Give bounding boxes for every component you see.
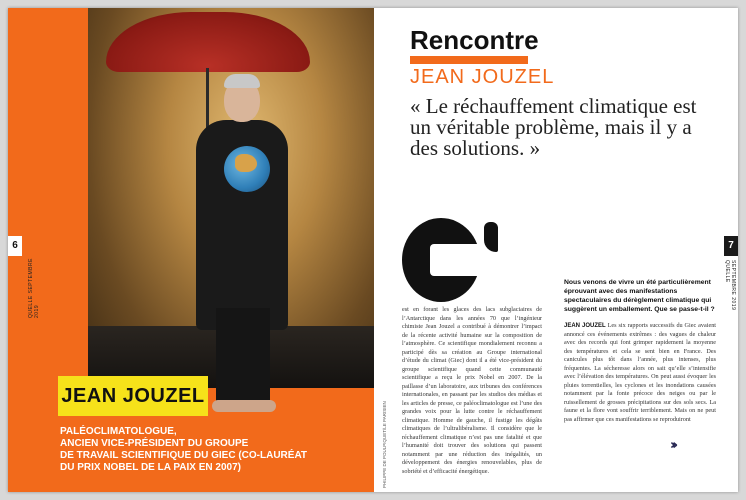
left-page	[8, 8, 374, 492]
photo-credit: PHILIPPE DE POULPIQUET/LE PARISIEN	[382, 401, 387, 488]
person-legs	[216, 308, 270, 408]
running-head-left: QUELLE SEPTEMBRE 2019	[28, 258, 40, 318]
interview-question: Nous venons de vivre un été particulièrement éprouvant avec des manifestations spectaculaires du dérèglement climatique qui suggèrent un emballement. Que se passe-t-il ?	[564, 279, 715, 313]
interviewee-name: JEAN JOUZEL	[410, 66, 555, 88]
continue-arrows-icon: ›››	[670, 438, 675, 453]
photo-caption	[60, 426, 308, 474]
page-number-right: 7	[724, 236, 738, 256]
person-feet	[212, 400, 276, 412]
running-head-right: SEPTEMBRE 2019 QUELLE	[724, 260, 736, 311]
answer-text: Les six rapports successifs du Giec avaient annoncé ces événements extrêmes : des vagues de chaleur avec des records qui font grimper rapidement la moyenne des températures et cela se sent bien en France. Des canicules plus tôt dans l’année, plus intenses, plus fréquentes. La sécheresse alors on sait qu’elle s’intensifie avec l’élévation des températures. On peut aussi évoquer les pluies torrentielles, les cyclones et les inondations causées notamment par la fonte précoce des neiges ou par le ruissellement de grosses précipitations sur des sols secs. La faune et la flore vont souffrir terriblement. Mais on ne peut pas affirmer que ces manifestations se reproduiront	[564, 322, 717, 423]
person-hair	[224, 74, 260, 88]
dropcap	[402, 218, 502, 302]
article-column-1: est en forant les glaces des lacs subglaciaires de l’Antarctique dans les années 70 que l’ingénieur chimiste Jean Jouzel a contribué à démontrer l’impact de la récente activité humaine sur la composition de l’atmosphère. Ce scientifique mondialement reconnu a participé dès sa création au Groupe international d’étude du climat (Giec) dont il a été vice-président du groupe scientifique quand cette communauté scientifique a reçu le prix Nobel en 2007. De la paillasse d’un laboratoire, aux tribunes des conférences internationales, en passant par les studios des médias et les articles de presse, ce paléoclimatologue est l’une des grandes voix pour la lutte contre le réchauffement climatique. Homme de gauche, il fustige les dégâts climatiques de l’ultralibéralisme. Il considère que le réchauffement climatique n’est pas une fatalité et que l’humanité doit trouver des solutions qui passent notamment par une réduction des inégalités, un développement des énergies renouvelables, plus de sobriété et d’efficacité énergétique.	[402, 306, 542, 475]
magazine-spread	[8, 8, 738, 492]
caption-line: PALÉOCLIMATOLOGUE,	[60, 426, 177, 437]
rubric-title: Rencontre	[410, 25, 539, 55]
article-column-2	[564, 322, 716, 424]
portrait-photo	[88, 8, 374, 388]
answer-speaker: JEAN JOUZEL	[564, 323, 606, 329]
headline-quote: « Le réchauffement climatique est un véritable problème, mais il y a des solutions. »	[410, 94, 697, 160]
caption-line: DE TRAVAIL SCIENTIFIQUE DU GIEC (CO-LAURÉAT	[60, 450, 308, 461]
right-page	[374, 8, 738, 492]
globe-land	[235, 154, 257, 172]
name-tag: JEAN JOUZEL	[58, 376, 208, 416]
dropcap-apostrophe	[484, 222, 498, 252]
caption-line: ANCIEN VICE-PRÉSIDENT DU GROUPE	[60, 438, 249, 449]
page-number-left: 6	[8, 236, 22, 256]
umbrella-image	[106, 12, 310, 72]
rubric-underline	[410, 56, 528, 64]
caption-line: DU PRIX NOBEL DE LA PAIX EN 2007)	[60, 462, 241, 473]
